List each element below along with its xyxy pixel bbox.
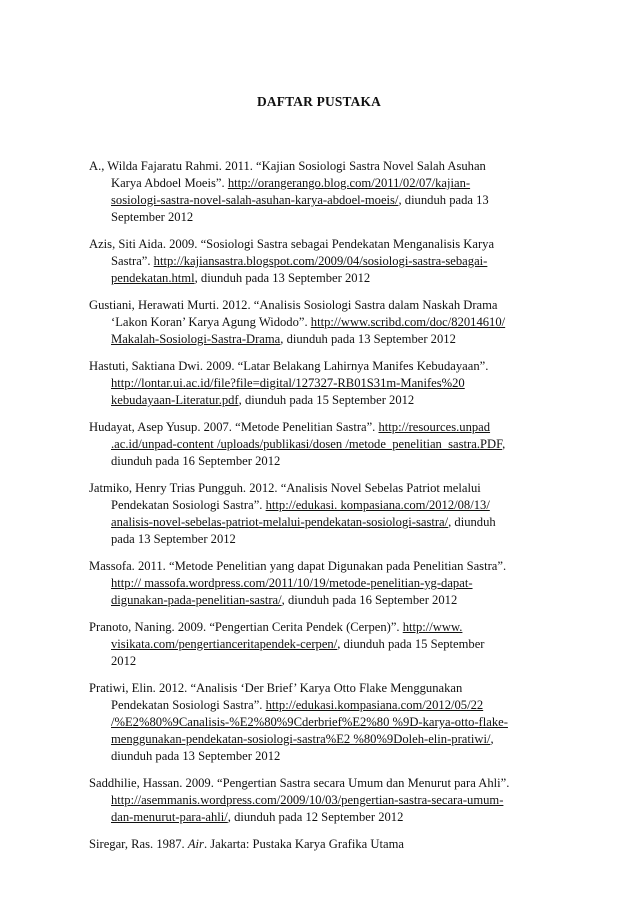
reference-text: Jatmiko, Henry Trias Pungguh. 2012. “Analisis Novel Sebelas Patriot melalui <box>89 481 481 495</box>
reference-line <box>89 497 559 514</box>
reference-text: Pendekatan Sosiologi Sastra”. <box>111 698 266 712</box>
reference-text: pada 13 September 2012 <box>111 532 236 546</box>
reference-url-link[interactable]: http://asemmanis.wordpress.com/2009/10/03/pengertian-sastra-secara-umum- <box>111 793 504 807</box>
reference-line <box>89 175 559 192</box>
reference-line <box>89 453 559 470</box>
page-title: DAFTAR PUSTAKA <box>257 94 381 109</box>
reference-line <box>89 375 559 392</box>
reference-entry <box>89 775 559 826</box>
reference-url-link[interactable]: analisis-novel-sebelas-patriot-melalui-pendekatan-sosiologi-sastra/ <box>111 515 449 529</box>
reference-line <box>89 236 559 253</box>
reference-text: Saddhilie, Hassan. 2009. “Pengertian Sastra secara Umum dan Menurut para Ahli”. <box>89 776 510 790</box>
reference-entry <box>89 297 559 348</box>
reference-line <box>89 575 559 592</box>
reference-entry <box>89 558 559 609</box>
reference-url-link[interactable]: /%E2%80%9Canalisis-%E2%80%9Cderbrief%E2%80 %9D-karya-otto-flake- <box>111 715 508 729</box>
reference-text: Sastra”. <box>111 254 154 268</box>
reference-url-link[interactable]: http://resources.unpad <box>378 420 491 434</box>
reference-url-link[interactable]: http://edukasi. kompasiana.com/2012/08/13/ <box>265 498 490 512</box>
reference-url-link[interactable]: kebudayaan-Literatur.pdf <box>111 393 239 407</box>
reference-entry <box>89 158 559 226</box>
reference-line <box>89 697 559 714</box>
reference-line <box>89 836 559 853</box>
reference-text: Karya Abdoel Moeis”. <box>111 176 228 190</box>
reference-line <box>89 558 559 575</box>
reference-entry <box>89 480 559 548</box>
reference-text: 2012 <box>111 654 137 668</box>
reference-text: Massofa. 2011. “Metode Penelitian yang dapat Digunakan pada Penelitian Sastra”. <box>89 559 507 573</box>
reference-line <box>89 419 559 436</box>
reference-line <box>89 748 559 765</box>
reference-line <box>89 619 559 636</box>
reference-line <box>89 314 559 331</box>
reference-text: , <box>502 437 506 451</box>
reference-line <box>89 592 559 609</box>
reference-text: Azis, Siti Aida. 2009. “Sosiologi Sastra sebagai Pendekatan Menganalisis Karya <box>89 237 495 251</box>
reference-text: , diunduh <box>448 515 496 529</box>
reference-text: diunduh pada 16 September 2012 <box>111 454 281 468</box>
reference-url-link[interactable]: http://www. <box>402 620 463 634</box>
reference-line <box>89 392 559 409</box>
reference-line <box>89 680 559 697</box>
reference-text: , diunduh pada 12 September 2012 <box>227 810 404 824</box>
reference-book-title: Air <box>187 837 204 851</box>
reference-entry <box>89 358 559 409</box>
reference-line <box>89 653 559 670</box>
reference-line <box>89 209 559 226</box>
reference-text: . Jakarta: Pustaka Karya Grafika Utama <box>203 837 404 851</box>
reference-text: Hastuti, Saktiana Dwi. 2009. “Latar Belakang Lahirnya Manifes Kebudayaan”. <box>89 359 489 373</box>
reference-url-link[interactable]: http:// massofa.wordpress.com/2011/10/19/metode-penelitian-yg-dapat- <box>111 576 473 590</box>
reference-text: Pendekatan Sosiologi Sastra”. <box>111 498 266 512</box>
reference-url-link[interactable]: digunakan-pada-penelitian-sastra/ <box>111 593 282 607</box>
reference-entry <box>89 680 559 765</box>
reference-text: Gustiani, Herawati Murti. 2012. “Analisis Sosiologi Sastra dalam Naskah Drama <box>89 298 498 312</box>
reference-line <box>89 480 559 497</box>
reference-text: , diunduh pada 15 September <box>337 637 485 651</box>
reference-url-link[interactable]: http://orangerango.blog.com/2011/02/07/kajian- <box>227 176 471 190</box>
reference-url-link[interactable]: Makalah-Sosiologi-Sastra-Drama <box>111 332 281 346</box>
reference-text: , diunduh pada 15 September 2012 <box>238 393 415 407</box>
reference-line <box>89 270 559 287</box>
reference-line <box>89 192 559 209</box>
reference-line <box>89 792 559 809</box>
reference-url-link[interactable]: http://edukasi.kompasiana.com/2012/05/22 <box>265 698 484 712</box>
reference-text: , <box>490 732 494 746</box>
reference-url-link[interactable]: sosiologi-sastra-novel-salah-asuhan-karya-abdoel-moeis/ <box>111 193 399 207</box>
reference-text: Pranoto, Naning. 2009. “Pengertian Cerita Pendek (Cerpen)”. <box>89 620 403 634</box>
reference-line <box>89 514 559 531</box>
reference-url-link[interactable]: visikata.com/pengertianceritapendek-cerpen/ <box>111 637 338 651</box>
reference-text: , diunduh pada 13 <box>398 193 489 207</box>
reference-url-link[interactable]: http://lontar.ui.ac.id/file?file=digital/127327-RB01S31m-Manifes%20 <box>111 376 465 390</box>
reference-line <box>89 775 559 792</box>
reference-text: diunduh pada 13 September 2012 <box>111 749 281 763</box>
reference-text: , diunduh pada 13 September 2012 <box>280 332 456 346</box>
reference-line <box>89 297 559 314</box>
reference-line <box>89 358 559 375</box>
reference-text: Siregar, Ras. 1987. <box>89 837 188 851</box>
reference-entry <box>89 236 559 287</box>
reference-line <box>89 436 559 453</box>
reference-text: A., Wilda Fajaratu Rahmi. 2011. “Kajian Sosiologi Sastra Novel Salah Asuhan <box>89 159 486 173</box>
reference-line <box>89 253 559 270</box>
reference-url-link[interactable]: .ac.id/unpad-content /uploads/publikasi/dosen /metode_penelitian_sastra.PDF <box>111 437 503 451</box>
reference-line <box>89 531 559 548</box>
reference-url-link[interactable]: http://kajiansastra.blogspot.com/2009/04/sosiologi-sastra-sebagai- <box>153 254 488 268</box>
reference-line <box>89 731 559 748</box>
reference-text: September 2012 <box>111 210 194 224</box>
reference-url-link[interactable]: http://www.scribd.com/doc/82014610/ <box>310 315 506 329</box>
reference-line <box>89 158 559 175</box>
reference-text: , diunduh pada 16 September 2012 <box>281 593 458 607</box>
reference-url-link[interactable]: pendekatan.html <box>111 271 195 285</box>
reference-text: , diunduh pada 13 September 2012 <box>194 271 371 285</box>
reference-text: Pratiwi, Elin. 2012. “Analisis ‘Der Brief’ Karya Otto Flake Menggunakan <box>89 681 463 695</box>
reference-list <box>89 158 559 863</box>
reference-text: ‘Lakon Koran’ Karya Agung Widodo”. <box>111 315 311 329</box>
reference-entry <box>89 619 559 670</box>
reference-url-link[interactable]: dan-menurut-para-ahli/ <box>111 810 228 824</box>
reference-line <box>89 809 559 826</box>
reference-line <box>89 636 559 653</box>
reference-entry <box>89 836 559 853</box>
reference-entry <box>89 419 559 470</box>
reference-line <box>89 331 559 348</box>
reference-text: Hudayat, Asep Yusup. 2007. “Metode Penelitian Sastra”. <box>89 420 379 434</box>
reference-line <box>89 714 559 731</box>
reference-url-link[interactable]: menggunakan-pendekatan-sosiologi-sastra%E2 %80%9Doleh-elin-pratiwi/ <box>111 732 491 746</box>
